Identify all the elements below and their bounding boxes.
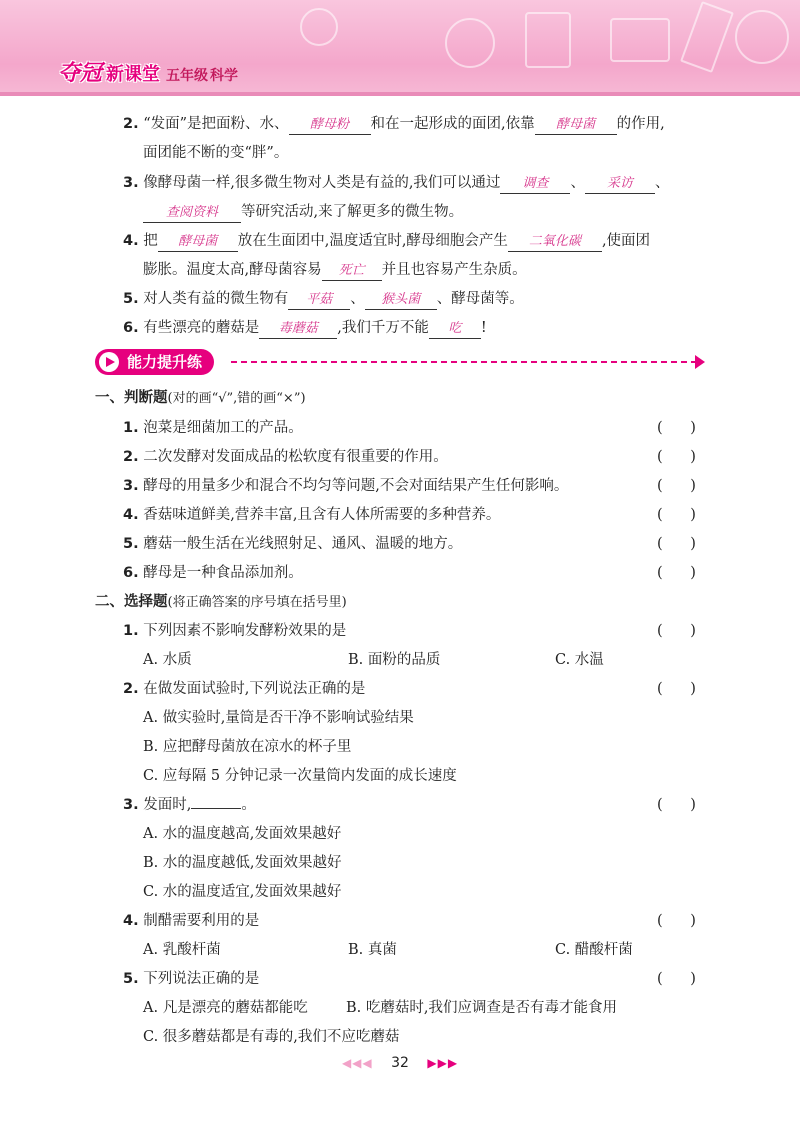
answer-blank[interactable]: 平菇	[288, 291, 350, 310]
globe-decoration-icon	[735, 10, 789, 64]
answer-paren[interactable]: ( )	[657, 623, 696, 639]
ruler-decoration-icon	[680, 1, 734, 73]
answer-paren[interactable]: ( )	[657, 565, 696, 581]
option-a[interactable]: A. 水的温度越高,发面效果越好	[143, 826, 342, 842]
question-number: 1.	[123, 420, 139, 436]
question-text: 对人类有益的微生物有	[143, 291, 289, 307]
question-text: 酵母的用量多少和混合不均匀等问题,不会对面结果产生任何影响。	[143, 478, 569, 494]
question-number: 3.	[123, 797, 139, 813]
question-number: 5.	[123, 536, 139, 552]
answer-blank[interactable]: 采访	[585, 175, 655, 194]
fill-question-5	[123, 289, 524, 310]
question-text: 酵母是一种食品添加剂。	[143, 565, 303, 581]
fill-question-6	[123, 318, 487, 339]
judge-item	[123, 476, 568, 496]
section-note: (将正确答案的序号填在括号里)	[167, 595, 347, 610]
option-a[interactable]: A. 乳酸杆菌	[143, 942, 221, 958]
answer-paren[interactable]: ( )	[657, 797, 696, 813]
brand-logo: 夺冠	[58, 61, 103, 86]
option-b[interactable]: B. 吃蘑菇时,我们应调查是否有毒才能食用	[346, 1000, 617, 1016]
option-a[interactable]: A. 做实验时,量筒是否干净不影响试验结果	[143, 710, 414, 726]
answer-blank[interactable]: 酵母菌	[535, 116, 617, 135]
fill-question-3	[123, 173, 669, 194]
option-b[interactable]: B. 面粉的品质	[348, 652, 441, 668]
question-number: 2.	[123, 681, 139, 697]
right-arrows-icon: ▶▶▶	[427, 1056, 459, 1070]
question-number: 5.	[123, 971, 139, 987]
page-number: 32	[391, 1055, 409, 1071]
play-icon	[99, 352, 119, 372]
page-header	[0, 0, 800, 96]
question-text: 和在一起形成的面团,依靠	[370, 116, 535, 132]
fill-question-3-line2	[143, 202, 463, 223]
judge-item	[123, 563, 303, 583]
section-heading: 二、选择题	[95, 594, 168, 610]
question-text: 蘑菇一般生活在光线照射足、通风、温暖的地方。	[143, 536, 463, 552]
option-c[interactable]: C. 应每隔 5 分钟记录一次量筒内发面的成长速度	[143, 768, 457, 784]
answer-paren[interactable]: ( )	[657, 536, 696, 552]
question-text: 膨胀。温度太高,酵母菌容易	[143, 262, 322, 278]
question-text: 二次发酵对发面成品的松软度有很重要的作用。	[143, 449, 448, 465]
question-text: “发面”是把面粉、水、	[143, 116, 289, 132]
answer-blank[interactable]: 猴头菌	[365, 291, 437, 310]
question-text: 制醋需要利用的是	[143, 913, 260, 929]
section-note: (对的画“√”,错的画“×”)	[167, 391, 306, 406]
question-number: 3.	[123, 175, 139, 191]
answer-paren[interactable]: ( )	[657, 507, 696, 523]
question-text: !	[480, 320, 487, 336]
answer-paren[interactable]: ( )	[657, 449, 696, 465]
question-text: 发面时,	[143, 797, 192, 813]
fill-question-4-line2	[143, 260, 527, 281]
question-number: 2.	[123, 449, 139, 465]
judge-item	[123, 505, 500, 525]
judge-item	[123, 418, 303, 438]
fill-question-2-line2	[143, 143, 288, 163]
choice-section-title	[95, 592, 347, 613]
question-text: 放在生面团中,温度适宜时,酵母细胞会产生	[237, 233, 508, 249]
decoration-circle	[300, 8, 338, 46]
question-text: 、	[654, 175, 670, 191]
question-number: 6.	[123, 565, 139, 581]
answer-blank[interactable]: 调查	[500, 175, 570, 194]
fill-question-4	[123, 231, 650, 252]
answer-blank[interactable]: 死亡	[322, 262, 382, 281]
banner-dashed-line	[231, 361, 697, 363]
question-text: 在做发面试验时,下列说法正确的是	[143, 681, 366, 697]
question-text: 把	[143, 233, 158, 249]
judge-item	[123, 534, 462, 554]
judge-section-title	[95, 388, 306, 409]
question-text: 、酵母菌等。	[436, 291, 524, 307]
question-text: 有些漂亮的蘑菇是	[143, 320, 260, 336]
arrow-right-icon	[695, 355, 705, 369]
answer-blank[interactable]: 吃	[429, 320, 481, 339]
choice-question-1	[123, 621, 346, 641]
brand-title	[58, 56, 238, 87]
clock-decoration-icon	[445, 18, 495, 68]
question-text: 并且也容易产生杂质。	[381, 262, 527, 278]
answer-paren[interactable]: ( )	[657, 681, 696, 697]
question-text: 下列说法正确的是	[143, 971, 260, 987]
section-heading: 一、判断题	[95, 390, 168, 406]
question-number: 4.	[123, 233, 139, 249]
question-text: 香菇味道鲜美,营养丰富,且含有人体所需要的多种营养。	[143, 507, 501, 523]
answer-blank[interactable]: 毒蘑菇	[259, 320, 337, 339]
judge-item	[123, 447, 448, 467]
answer-paren[interactable]: ( )	[657, 478, 696, 494]
option-a[interactable]: A. 凡是漂亮的蘑菇都能吃	[143, 1000, 308, 1016]
question-number: 2.	[123, 116, 139, 132]
banner-label	[95, 349, 214, 375]
question-text: 等研究活动,来了解更多的微生物。	[241, 204, 464, 220]
section-banner	[95, 349, 707, 375]
book-decoration-icon	[610, 18, 670, 62]
question-number: 3.	[123, 478, 139, 494]
choice-question-3	[123, 795, 256, 815]
option-c[interactable]: C. 很多蘑菇都是有毒的,我们不应吃蘑菇	[143, 1029, 400, 1045]
question-text: ,我们千万不能	[337, 320, 429, 336]
question-text: 的作用,	[616, 116, 665, 132]
brand-logo-sub: 新课堂	[106, 64, 161, 85]
answer-blank[interactable]	[191, 808, 241, 809]
option-a[interactable]: A. 水质	[143, 652, 192, 668]
question-number: 1.	[123, 623, 139, 639]
question-number: 4.	[123, 913, 139, 929]
bag-decoration-icon	[525, 12, 571, 68]
choice-question-4	[123, 911, 259, 931]
answer-blank[interactable]: 查阅资料	[143, 204, 241, 223]
page-footer	[0, 1055, 800, 1071]
grade-label: 五年级	[166, 68, 209, 84]
answer-blank[interactable]: 酵母粉	[289, 116, 371, 135]
question-text: 下列因素不影响发酵粉效果的是	[143, 623, 347, 639]
answer-blank[interactable]: 二氧化碳	[508, 233, 602, 252]
fill-question-2	[123, 114, 665, 135]
choice-question-5	[123, 969, 259, 989]
question-text: 。	[241, 797, 256, 813]
answer-paren[interactable]: ( )	[657, 971, 696, 987]
question-text: 、	[350, 291, 365, 307]
option-b[interactable]: B. 水的温度越低,发面效果越好	[143, 855, 342, 871]
question-text: 、	[570, 175, 585, 191]
question-text: ,使面团	[601, 233, 651, 249]
option-b[interactable]: B. 真菌	[348, 942, 397, 958]
question-text: 泡菜是细菌加工的产品。	[143, 420, 303, 436]
option-c[interactable]: C. 醋酸杆菌	[555, 942, 633, 958]
question-number: 6.	[123, 320, 139, 336]
answer-paren[interactable]: ( )	[657, 913, 696, 929]
question-number: 4.	[123, 507, 139, 523]
answer-paren[interactable]: ( )	[657, 420, 696, 436]
option-c[interactable]: C. 水的温度适宜,发面效果越好	[143, 884, 342, 900]
question-number: 5.	[123, 291, 139, 307]
question-text: 像酵母菌一样,很多微生物对人类是有益的,我们可以通过	[143, 175, 501, 191]
choice-question-2	[123, 679, 365, 699]
banner-text: 能力提升练	[127, 353, 203, 371]
left-arrows-icon: ◀◀◀	[341, 1056, 373, 1070]
answer-blank[interactable]: 酵母菌	[158, 233, 238, 252]
option-b[interactable]: B. 应把酵母菌放在凉水的杯子里	[143, 739, 352, 755]
question-text: 面团能不断的变“胖”。	[143, 145, 289, 161]
subject-label: 科学	[210, 68, 239, 84]
option-c[interactable]: C. 水温	[555, 652, 604, 668]
